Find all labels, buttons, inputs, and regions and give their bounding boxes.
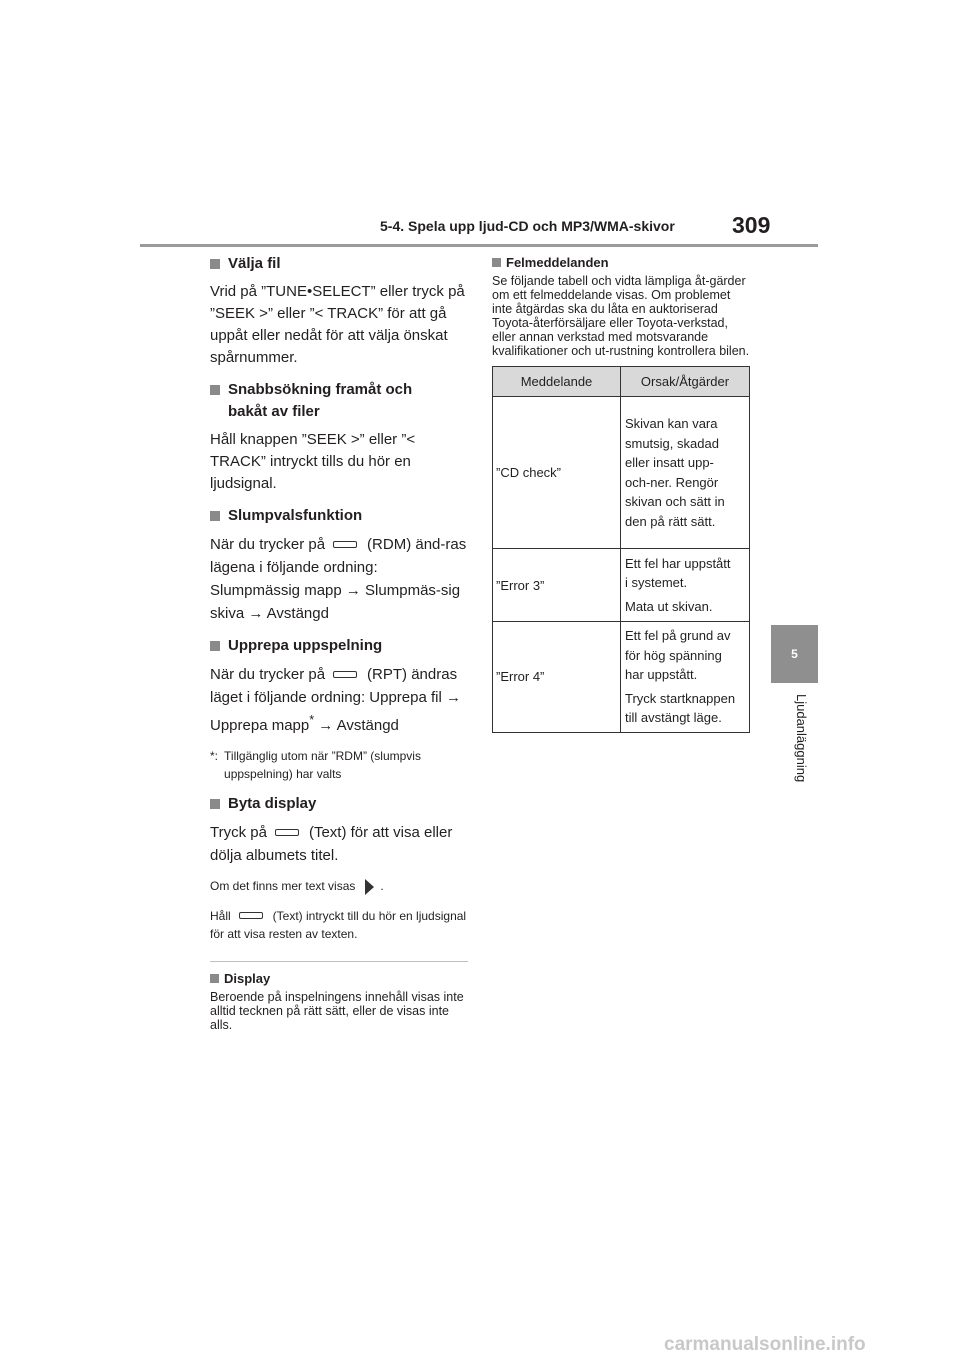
text-button-icon: [275, 829, 299, 836]
text-select-file: Vrid på ”TUNE•SELECT” eller tryck på ”SEEK >” eller ”< TRACK” för att gå uppåt eller nedåt för att välja önskat spårnummer.: [210, 283, 465, 366]
heading-fast-search: Snabbsökning framåt och bakåt av filer: [210, 379, 470, 423]
section-title: 5-4. Spela upp ljud-CD och MP3/WMA-skivor: [380, 218, 675, 234]
table-header-row: [493, 367, 750, 397]
table-cell-message: ”Error 4”: [493, 622, 621, 733]
chapter-number: 5: [791, 647, 798, 661]
heading-select-file: Välja fil: [210, 253, 470, 275]
text-repeat: När du trycker på (RPT) ändras läget i följande ordning: Upprepa fil → Upprepa mapp* → Avstängd: [210, 666, 461, 734]
watermark: carmanualsonline.info: [664, 1334, 866, 1355]
left-column: [210, 253, 470, 1032]
text-display-info: Beroende på inspelningens innehåll visas inte alltid tecknen på rätt sätt, eller de visas inte alls.: [210, 990, 464, 1032]
table-cell-message: ”Error 3”: [493, 549, 621, 622]
chapter-label: Ljudanläggning: [794, 694, 809, 783]
bullet-square-icon: [210, 799, 220, 809]
bullet-square-icon: [210, 641, 220, 651]
bullet-square-icon: [210, 511, 220, 521]
table-cell-action: Skivan kan vara smutsig, skadad eller insatt upp- och-ner. Rengör skivan och sätt in den på rätt sätt.: [621, 397, 750, 549]
heading-display-info: Display: [210, 970, 470, 987]
table-cell-message: ”CD check”: [493, 397, 621, 549]
right-column: [492, 254, 752, 733]
header-rule: [140, 244, 818, 247]
page-number: 309: [732, 212, 771, 238]
text-fast-search: Håll knappen ”SEEK >” eller ”< TRACK” intryckt tills du hör en ljudsignal.: [210, 431, 416, 492]
table-row: [493, 397, 750, 549]
table-header-message: Meddelande: [493, 367, 621, 397]
note-more-text: Om det finns mer text visas .: [210, 879, 384, 893]
table-row: [493, 549, 750, 622]
heading-display: Byta display: [210, 793, 470, 815]
footnote: *: Tillgänglig utom när ”RDM” (slumpvis uppspelning) har valts: [210, 749, 421, 781]
note-hold-text: Håll (Text) intryckt till du hör en ljudsignal för att visa resten av texten.: [210, 909, 467, 941]
bullet-square-icon: [492, 258, 501, 267]
text-error-intro: Se följande tabell och vidta lämpliga åt-gärder om ett felmeddelande visas. Om problemet inte åtgärdas ska du låta en auktoriserad Toyota-återförsäljare eller Toyota-verkstad, eller annan verkstad med motsvarande kvalifikationer och ut-rustning kontrollera bilen.: [492, 274, 750, 358]
text-random: När du trycker på (RDM) änd-ras lägena i följande ordning: Slumpmässig mapp → Slumpmäs-sig skiva → Avstängd: [210, 536, 467, 622]
text-button-icon: [239, 912, 263, 919]
heading-error-messages: Felmeddelanden: [492, 254, 752, 271]
heading-random: Slumpvalsfunktion: [210, 505, 470, 527]
rdm-button-icon: [333, 541, 357, 548]
bullet-square-icon: [210, 974, 219, 983]
heading-repeat: Upprepa uppspelning: [210, 635, 470, 657]
table-header-action: Orsak/Åtgärder: [621, 367, 750, 397]
text-display: Tryck på (Text) för att visa eller dölja albumets titel.: [210, 824, 453, 864]
bullet-square-icon: [210, 259, 220, 269]
arrow-right-icon: [365, 879, 374, 895]
rpt-button-icon: [333, 671, 357, 678]
bullet-square-icon: [210, 385, 220, 395]
divider: [210, 961, 468, 962]
table-row: [493, 622, 750, 733]
error-table: [492, 366, 750, 733]
chapter-tab: [771, 625, 818, 683]
table-cell-action: Ett fel har uppstått i systemet. Mata ut skivan.: [621, 549, 750, 622]
table-cell-action: Ett fel på grund av för hög spänning har uppstått. Tryck startknappen till avstängt läge.: [621, 622, 750, 733]
